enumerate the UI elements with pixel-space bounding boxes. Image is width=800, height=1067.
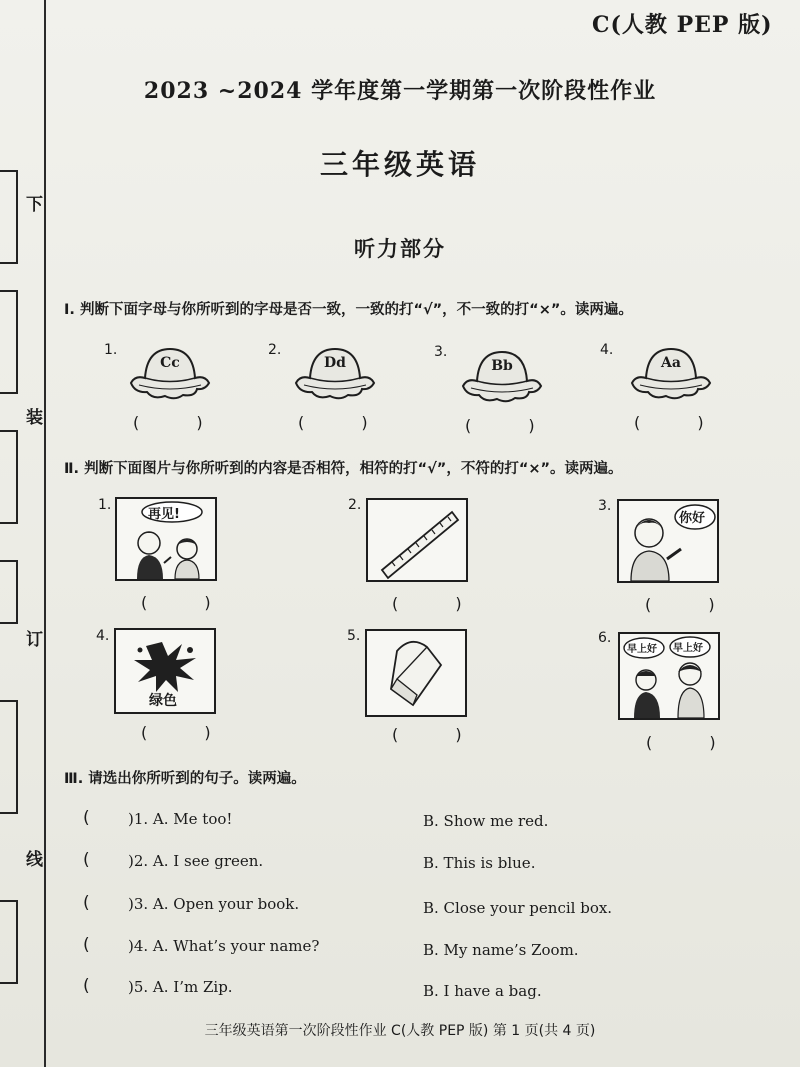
picture-hello — [617, 499, 719, 583]
option-b: B. Close your pencil box. — [423, 899, 613, 917]
hat-letter: Dd — [324, 355, 346, 371]
section1-heading: Ⅰ. 判断下面字母与你所听到的字母是否一致，一致的打“√”，不一致的打“×”。读两遍。 — [64, 302, 633, 318]
item-number: 3. — [598, 498, 612, 514]
subject-title: 三年级英语 — [319, 148, 480, 181]
margin-label: 线 — [26, 850, 43, 870]
color-label: 绿色 — [149, 693, 177, 709]
margin-box — [0, 430, 18, 524]
exam-title: 2023 ~2024 学年度第一学期第一次阶段性作业 — [143, 78, 657, 104]
item-number: 6. — [598, 630, 612, 646]
item-number: 1. — [98, 497, 112, 513]
speech-bubble-text: 你好 — [679, 511, 706, 526]
eraser-icon — [367, 631, 465, 715]
answer-paren[interactable]: ( ) — [392, 725, 488, 744]
margin-label: 订 — [26, 630, 43, 650]
answer-paren[interactable]: ( — [83, 850, 90, 870]
option-b: B. This is blue. — [423, 854, 536, 872]
speech-bubble-text: 早上好 — [673, 643, 703, 654]
answer-paren[interactable]: ( ) — [141, 723, 237, 742]
answer-paren[interactable]: ( ) — [298, 413, 394, 432]
hat-icon — [626, 345, 716, 415]
answer-paren[interactable]: ( ) — [634, 413, 730, 432]
answer-paren[interactable]: ( — [83, 976, 90, 996]
hat-letter: Cc — [160, 355, 180, 371]
picture-ruler — [366, 498, 468, 582]
ruler-icon — [368, 500, 466, 580]
item-number: 1. — [104, 342, 118, 358]
option-a: )5. A. I’m Zip. — [128, 978, 233, 996]
option-b: B. My name’s Zoom. — [423, 941, 579, 959]
answer-paren[interactable]: ( ) — [392, 594, 488, 613]
margin-box — [0, 900, 18, 984]
option-a: )3. A. Open your book. — [128, 895, 300, 913]
picture-goodbye — [115, 497, 217, 581]
section3-heading: Ⅲ. 请选出你所听到的句子。读两遍。 — [64, 771, 306, 787]
page-footer: 三年级英语第一次阶段性作业 C(人教 PEP 版) 第 1 页(共 4 页) — [204, 1023, 596, 1039]
hat-icon — [125, 345, 215, 415]
option-b: B. I have a bag. — [423, 982, 542, 1000]
margin-box — [0, 560, 18, 624]
section2-heading: Ⅱ. 判断下面图片与你所听到的内容是否相符，相符的打“√”，不符的打“×”。读两遍。 — [64, 461, 623, 477]
item-number: 2. — [268, 342, 282, 358]
margin-label: 装 — [26, 408, 43, 428]
item-number: 2. — [348, 497, 362, 513]
item-number: 3. — [434, 344, 448, 360]
edition-tag: C(人教 PEP 版) — [592, 12, 773, 38]
option-a: )1. A. Me too! — [128, 810, 233, 828]
hat-letter: Aa — [661, 355, 681, 371]
answer-paren[interactable]: ( ) — [646, 733, 742, 752]
answer-paren[interactable]: ( — [83, 808, 90, 828]
option-b: B. Show me red. — [423, 812, 549, 830]
answer-paren[interactable]: ( ) — [133, 413, 229, 432]
margin-label: 下 — [26, 195, 43, 215]
answer-paren[interactable]: ( — [83, 893, 90, 913]
option-a: )2. A. I see green. — [128, 852, 264, 870]
item-number: 4. — [96, 628, 110, 644]
item-number: 5. — [347, 628, 361, 644]
answer-paren[interactable]: ( ) — [645, 595, 741, 614]
item-number: 4. — [600, 342, 614, 358]
hat-icon — [457, 348, 547, 418]
part-title: 听力部分 — [354, 237, 446, 261]
answer-paren[interactable]: ( ) — [465, 416, 561, 435]
answer-paren[interactable]: ( — [83, 935, 90, 955]
option-a: )4. A. What’s your name? — [128, 937, 320, 955]
margin-box — [0, 290, 18, 394]
picture-green — [114, 628, 216, 714]
speech-bubble-text: 再见! — [148, 507, 180, 522]
hat-letter: Bb — [491, 358, 513, 374]
speech-bubble-text: 早上好 — [627, 644, 657, 655]
picture-eraser — [365, 629, 467, 717]
picture-good-morning — [618, 632, 720, 720]
answer-paren[interactable]: ( ) — [141, 593, 237, 612]
margin-box — [0, 700, 18, 814]
hat-icon — [290, 345, 380, 415]
